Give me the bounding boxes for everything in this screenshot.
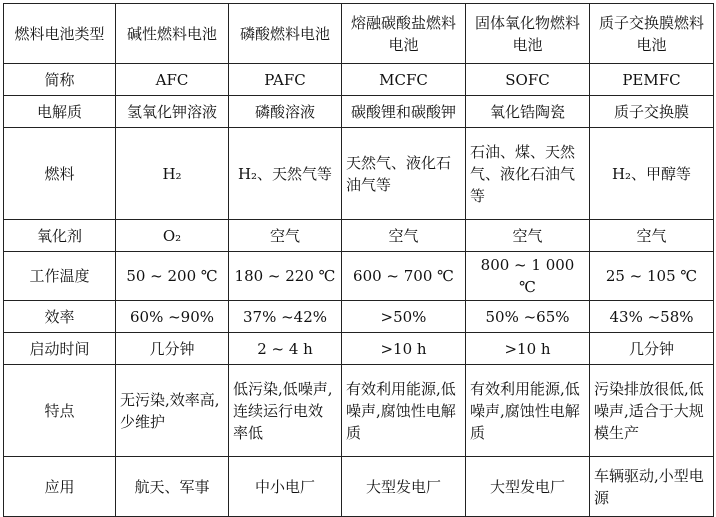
- row-label: 电解质: [4, 96, 116, 128]
- table-cell: H₂、天然气等: [229, 128, 342, 220]
- table-cell: 无污染,效率高,少维护: [116, 365, 229, 457]
- table-cell: 600 ~ 700 ℃: [342, 252, 466, 301]
- row-label: 简称: [4, 64, 116, 96]
- header-col-sofc: 固体氧化物燃料电池: [466, 4, 590, 64]
- table-cell: 空气: [466, 220, 590, 252]
- table-cell: 800 ~ 1 000 ℃: [466, 252, 590, 301]
- table-cell: 中小电厂: [229, 457, 342, 517]
- table-cell: 航天、军事: [116, 457, 229, 517]
- row-label: 效率: [4, 301, 116, 333]
- row-label: 工作温度: [4, 252, 116, 301]
- table-cell: 车辆驱动,小型电源: [590, 457, 714, 517]
- header-col-pemfc: 质子交换膜燃料电池: [590, 4, 714, 64]
- table-cell: 25 ~ 105 ℃: [590, 252, 714, 301]
- table-cell: 空气: [229, 220, 342, 252]
- table-cell: 2 ~ 4 h: [229, 333, 342, 365]
- table-cell: 空气: [342, 220, 466, 252]
- table-row-temperature: [4, 252, 714, 301]
- table-cell: SOFC: [466, 64, 590, 96]
- header-col-mcfc: 熔融碳酸盐燃料电池: [342, 4, 466, 64]
- row-label: 应用: [4, 457, 116, 517]
- table-row-fuel: [4, 128, 714, 220]
- table-cell: 氧化锆陶瓷: [466, 96, 590, 128]
- table-cell: 大型发电厂: [466, 457, 590, 517]
- table-cell: PEMFC: [590, 64, 714, 96]
- row-label: 特点: [4, 365, 116, 457]
- header-col-afc: 碱性燃料电池: [116, 4, 229, 64]
- table-cell: 磷酸溶液: [229, 96, 342, 128]
- row-label: 燃料: [4, 128, 116, 220]
- table-cell: O₂: [116, 220, 229, 252]
- table-cell: PAFC: [229, 64, 342, 96]
- table-row-oxidant: [4, 220, 714, 252]
- table-cell: 石油、煤、天然气、液化石油气等: [466, 128, 590, 220]
- table-cell: H₂: [116, 128, 229, 220]
- row-label: 启动时间: [4, 333, 116, 365]
- table-cell: >10 h: [466, 333, 590, 365]
- table-cell: 碳酸锂和碳酸钾: [342, 96, 466, 128]
- table-row-features: [4, 365, 714, 457]
- table-cell: 天然气、液化石油气等: [342, 128, 466, 220]
- header-col-pafc: 磷酸燃料电池: [229, 4, 342, 64]
- table-cell: 50% ~65%: [466, 301, 590, 333]
- table-row-efficiency: [4, 301, 714, 333]
- table-cell: 60% ~90%: [116, 301, 229, 333]
- table-cell: 大型发电厂: [342, 457, 466, 517]
- table-cell: 180 ~ 220 ℃: [229, 252, 342, 301]
- header-type-label: 燃料电池类型: [4, 4, 116, 64]
- table-cell: H₂、甲醇等: [590, 128, 714, 220]
- table-row-startup-time: [4, 333, 714, 365]
- table-cell: 低污染,低噪声,连续运行电效率低: [229, 365, 342, 457]
- table-cell: 质子交换膜: [590, 96, 714, 128]
- fuel-cell-comparison-table: [3, 3, 714, 517]
- table-cell: AFC: [116, 64, 229, 96]
- table-cell: 污染排放很低,低噪声,适合于大规模生产: [590, 365, 714, 457]
- table-cell: >10 h: [342, 333, 466, 365]
- table-cell: 43% ~58%: [590, 301, 714, 333]
- table-cell: 37% ~42%: [229, 301, 342, 333]
- table-cell: 有效利用能源,低噪声,腐蚀性电解质: [466, 365, 590, 457]
- table-cell: 50 ~ 200 ℃: [116, 252, 229, 301]
- table-cell: 空气: [590, 220, 714, 252]
- header-row: [4, 4, 714, 64]
- table-cell: 几分钟: [116, 333, 229, 365]
- table-cell: >50%: [342, 301, 466, 333]
- table-cell: 几分钟: [590, 333, 714, 365]
- table-row-electrolyte: [4, 96, 714, 128]
- table-cell: MCFC: [342, 64, 466, 96]
- row-label: 氧化剂: [4, 220, 116, 252]
- table-cell: 氢氧化钾溶液: [116, 96, 229, 128]
- table-row-abbreviation: [4, 64, 714, 96]
- fuel-cell-table-container: [3, 3, 713, 505]
- table-cell: 有效利用能源,低噪声,腐蚀性电解质: [342, 365, 466, 457]
